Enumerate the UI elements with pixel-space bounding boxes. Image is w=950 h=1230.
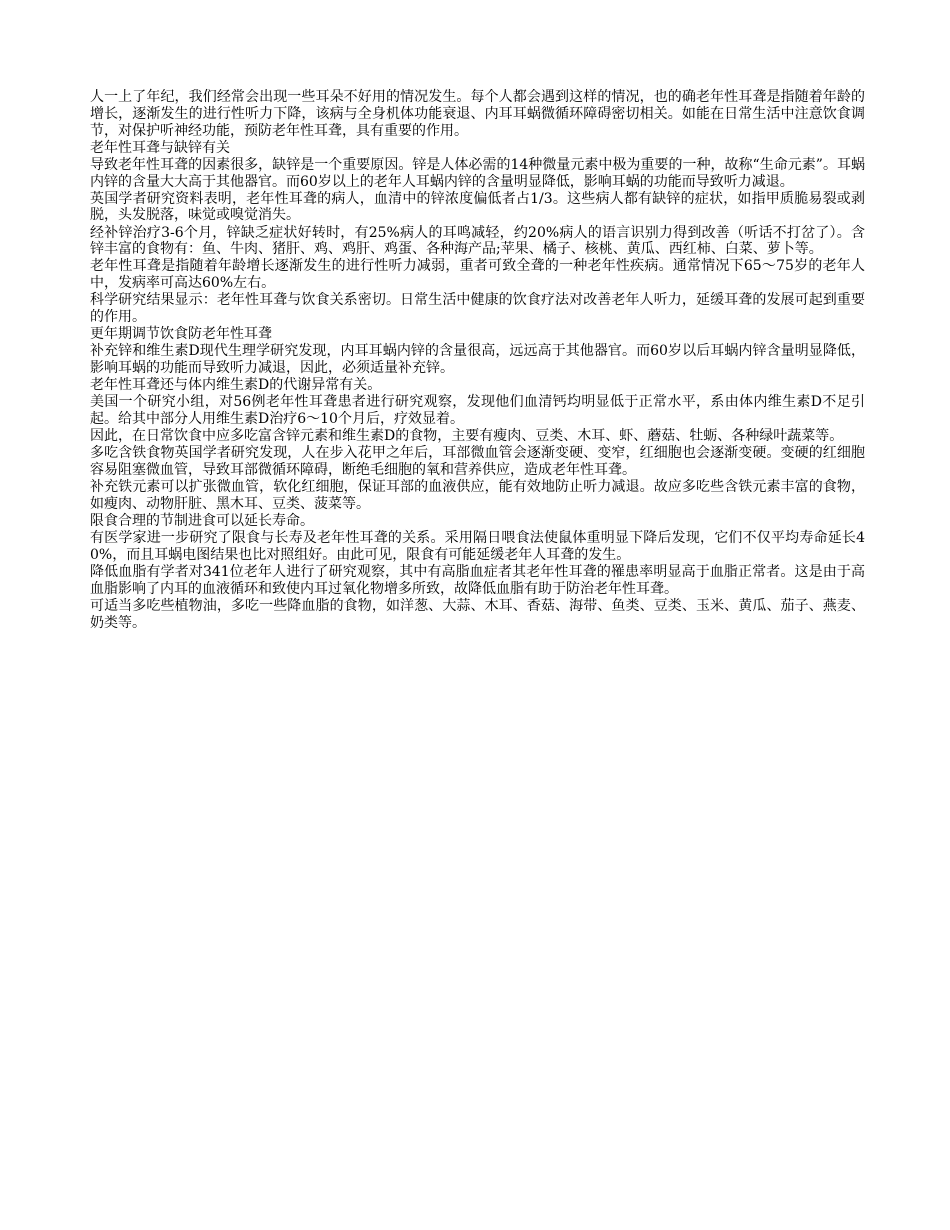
- paragraph-us-study: 美国一个研究小组，对56例老年性耳聋患者进行研究观察，发现他们血清钙均明显低于正常水平，系由体内维生素D不足引起。给其中部分人用维生素D治疗6～10个月后，疗效显着。: [90, 394, 865, 428]
- paragraph-zinc-treatment: 经补锌治疗3-6个月，锌缺乏症状好转时，有25%病人的耳鸣减轻，约20%病人的语言识别力得到改善（听话不打岔了）。含锌丰富的食物有：鱼、牛肉、猪肝、鸡、鸡肝、鸡蛋、各种海产品;苹果、橘子、核桃、黄瓜、西红柿、白菜、萝卜等。: [90, 224, 865, 258]
- heading-zinc-deficiency: 老年性耳聋与缺锌有关: [90, 139, 230, 156]
- paragraph-iron-foods-study: 多吃含铁食物英国学者研究发现，人在步入花甲之年后，耳部微血管会逐渐变硬、变窄，红细胞也会逐渐变硬。变硬的红细胞容易阻塞微血管，导致耳部微循环障碍，断绝毛细胞的氧和营养供应，造成老年性耳聋。: [90, 445, 865, 479]
- paragraph-lipid-foods: 可适当多吃些植物油，多吃一些降血脂的食物，如洋葱、大蒜、木耳、香菇、海带、鱼类、豆类、玉米、黄瓜、茄子、燕麦、奶类等。: [90, 597, 865, 631]
- paragraph-intro: 人一上了年纪，我们经常会出现一些耳朵不好用的情况发生。每个人都会遇到这样的情况，也的确老年性耳聋是指随着年龄的增长，逐渐发生的进行性听力下降，该病与全身机体功能衰退、内耳耳蜗微循环障碍密切相关。如能在日常生活中注意饮食调节，对保护听神经功能，预防老年性耳聋，具有重要的作用。: [90, 89, 865, 139]
- paragraph-iron-supplement: 补充铁元素可以扩张微血管，软化红细胞，保证耳部的血液供应，能有效地防止听力减退。故应多吃些含铁元素丰富的食物，如瘦肉、动物肝脏、黑木耳、豆类、菠菜等。: [90, 479, 865, 512]
- paragraph-vitamin-d-metabolism: 老年性耳聋还与体内维生素D的代谢异常有关。: [90, 377, 382, 394]
- document-body: [90, 89, 865, 632]
- paragraph-lower-lipids: 降低血脂有学者对341位老年人进行了研究观察，其中有高脂血症者其老年性耳聋的罹患率明显高于血脂正常者。这是由于高血脂影响了内耳的血液循环和致使内耳过氧化物增多所致，故降低血脂有助于防治老年性耳聋。: [90, 564, 865, 597]
- paragraph-restriction-study: 有医学家进一步研究了限食与长寿及老年性耳聋的关系。采用隔日喂食法使鼠体重明显下降后发现，它们不仅平均寿命延长40%，而且耳蜗电图结果也比对照组好。由此可见，限食有可能延缓老年人耳聋的发生。: [90, 530, 865, 563]
- heading-menopause-diet: 更年期调节饮食防老年性耳聋: [90, 326, 272, 343]
- paragraph-zinc-causes: 导致老年性耳聋的因素很多，缺锌是一个重要原因。锌是人体必需的14种微量元素中极为重要的一种，故称“生命元素”。耳蜗内锌的含量大大高于其他器官。而60岁以上的老年人耳蜗内锌的含量明显降低，影响耳蜗的功能而导致听力减退。: [90, 156, 865, 190]
- paragraph-zinc-vitamin-d: 补充锌和维生素D现代生理学研究发现，内耳耳蜗内锌的含量很高，远远高于其他器官。而60岁以后耳蜗内锌含量明显降低，影响耳蜗的功能而导致听力减退，因此，必须适量补充锌。: [90, 343, 865, 377]
- paragraph-definition: 老年性耳聋是指随着年龄增长逐渐发生的进行性听力减弱，重者可致全聋的一种老年性疾病。通常情况下65～75岁的老年人中，发病率可高达60%左右。: [90, 258, 865, 292]
- paragraph-british-study: 英国学者研究资料表明，老年性耳聋的病人，血清中的锌浓度偏低者占1/3。这些病人都有缺锌的症状，如指甲质脆易裂或剥脱，头发脱落，味觉或嗅觉消失。: [90, 190, 865, 224]
- paragraph-diet-relation: 科学研究结果显示：老年性耳聋与饮食关系密切。日常生活中健康的饮食疗法对改善老年人听力，延缓耳聋的发展可起到重要的作用。: [90, 292, 865, 326]
- paragraph-food-restriction: 限食合理的节制进食可以延长寿命。: [90, 513, 314, 530]
- paragraph-zinc-foods: 因此，在日常饮食中应多吃富含锌元素和维生素D的食物，主要有瘦肉、豆类、木耳、虾、蘑菇、牡蛎、各种绿叶蔬菜等。: [90, 428, 844, 445]
